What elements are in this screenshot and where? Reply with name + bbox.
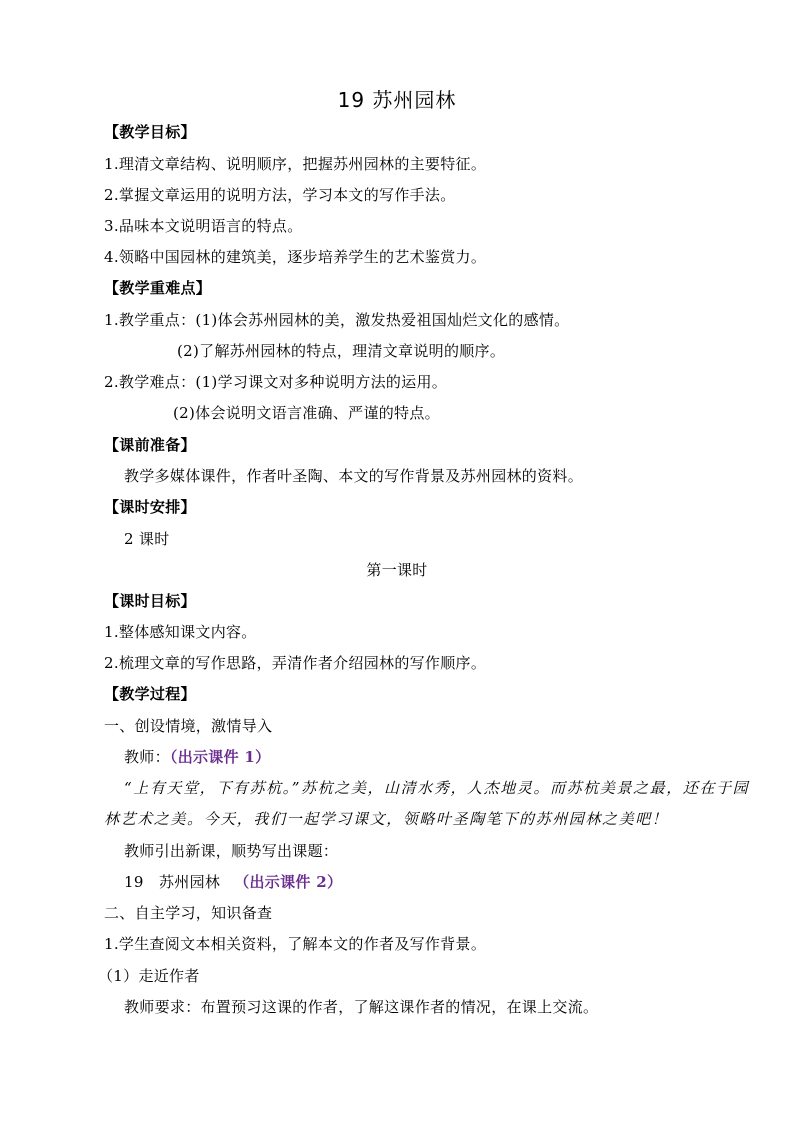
difficulty-item: (1)学习课文对多种说明方法的运用。: [195, 373, 448, 391]
process-part2-title: 二、自主学习，知识备查: [104, 904, 273, 922]
heading-teaching-process: 【教学过程】: [104, 685, 196, 703]
quote-line: “上有天堂，下有苏杭。”苏杭之美，山清水秀，人杰地灵。而苏杭美景之最，还在于园: [124, 779, 750, 797]
goal-item: 3.品味本文说明语言的特点。: [104, 217, 303, 235]
heading-schedule: 【课时安排】: [104, 498, 196, 516]
schedule-text: 2 课时: [124, 530, 170, 548]
goal-item: 2.掌握文章运用的说明方法，学习本文的写作手法。: [104, 186, 456, 204]
lesson-title-row: [124, 871, 342, 893]
heading-teaching-goals: 【教学目标】: [104, 123, 196, 141]
teacher-request: 教师要求：布置预习这课的作者，了解这课作者的情况，在课上交流。: [124, 998, 599, 1016]
process-step1: 1.学生查阅文本相关资料，了解本文的作者及写作背景。: [104, 935, 487, 953]
courseware-1-label: （出示课件 1）: [169, 748, 271, 766]
goal-item: 1.理清文章结构、说明顺序，把握苏州园林的主要特征。: [104, 155, 487, 173]
courseware-2-label: （出示课件 2）: [234, 873, 343, 891]
document-title: 19 苏州园林: [337, 88, 457, 112]
heading-preparation: 【课前准备】: [104, 436, 196, 454]
key-point-label: 1.教学重点：: [104, 311, 196, 329]
lesson-title-text: 19 苏州园林: [124, 873, 221, 891]
difficulty-label: 2.教学难点：: [104, 373, 196, 391]
heading-lesson-goals: 【课时目标】: [104, 592, 196, 610]
process-sub1: （1）走近作者: [98, 967, 200, 985]
key-point-row: [104, 309, 569, 331]
teacher-label: 教师：: [124, 748, 170, 766]
quote-line: 林艺术之美。今天，我们一起学习课文，领略叶圣陶笔下的苏州园林之美吧！: [104, 810, 669, 828]
preparation-text: 教学多媒体课件，作者叶圣陶、本文的写作背景及苏州园林的资料。: [124, 467, 584, 485]
heading-key-points: 【教学重难点】: [104, 279, 212, 297]
goal-item: 4.领略中国园林的建筑美，逐步培养学生的艺术鉴赏力。: [104, 248, 487, 266]
lesson-goal-item: 2.梳理文章的写作思路，弄清作者介绍园林的写作顺序。: [104, 654, 487, 672]
lesson-goal-item: 1.整体感知课文内容。: [104, 623, 257, 641]
difficulty-item: (2)体会说明文语言准确、严谨的特点。: [173, 404, 440, 422]
process-part1-title: 一、创设情境，激情导入: [104, 717, 273, 735]
teacher-intro: 教师引出新课，顺势写出课题：: [124, 842, 339, 860]
difficulty-row: [104, 371, 447, 393]
lesson-one-title: 第一课时: [366, 561, 428, 579]
key-point-item: (2)了解苏州园林的特点，理清文章说明的顺序。: [177, 342, 506, 360]
key-point-item: (1)体会苏州园林的美，激发热爱祖国灿烂文化的感情。: [195, 311, 570, 329]
teacher-courseware-row: [124, 746, 270, 768]
